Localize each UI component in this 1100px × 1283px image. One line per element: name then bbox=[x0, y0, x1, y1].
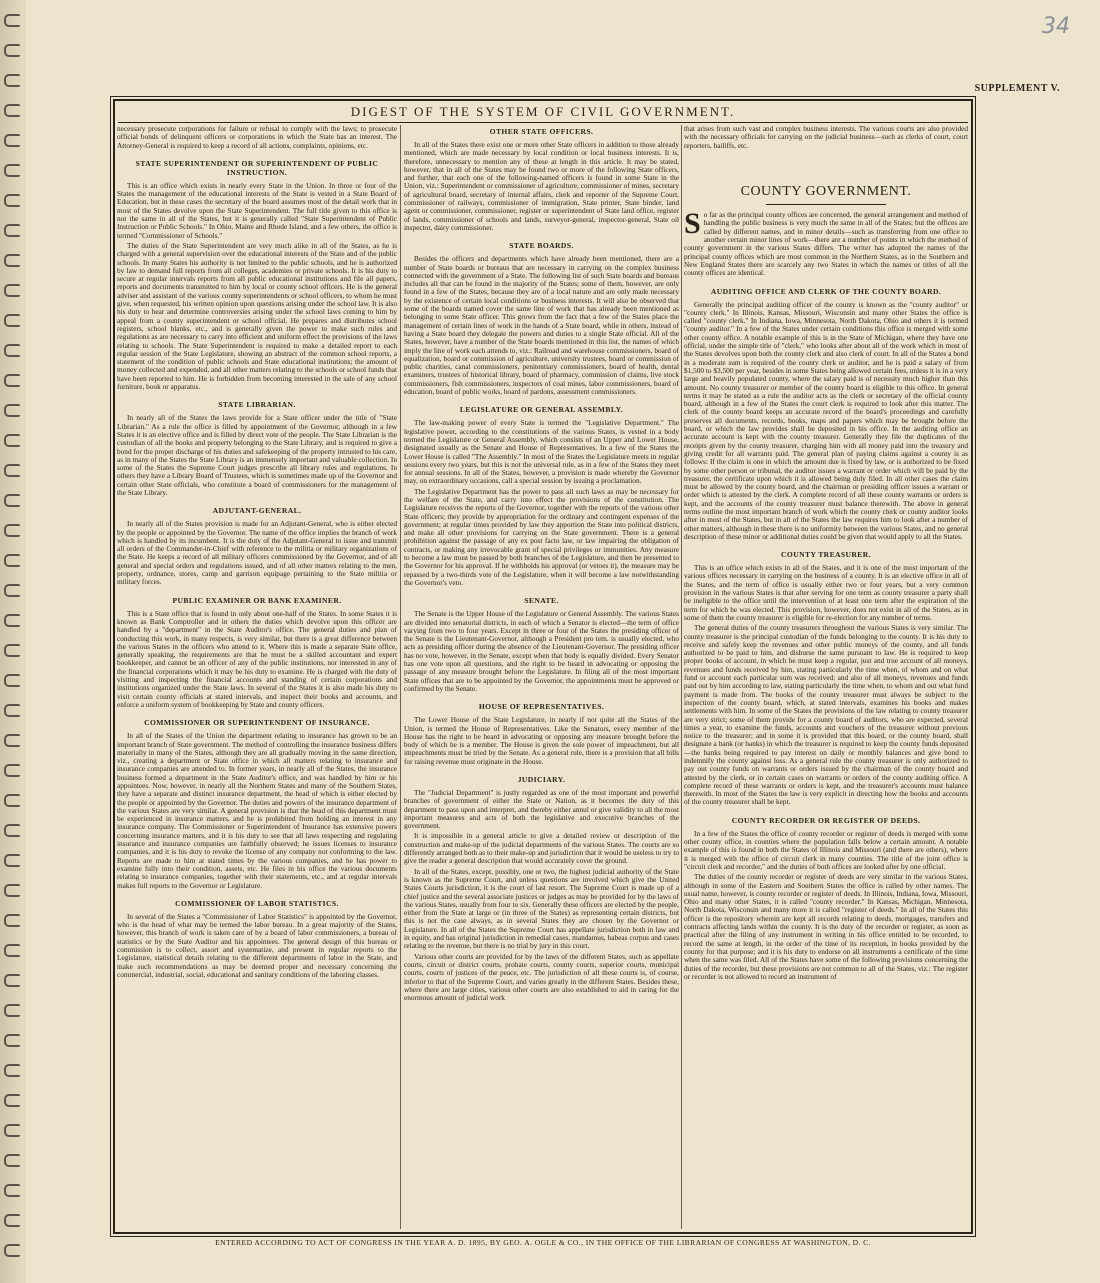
binding-ring bbox=[4, 974, 20, 987]
paragraph: In several of the States a "Commissioner of Labor Statistics" is appointed by the Governor, who is the head of what may be termed the labor bureau. In a great majority of the States, however, this branch of work is taken care of by a board of labor commissioners, a bureau of statistics or by the State Auditor and his appointees. The general design of this bureau or commission is to collect, assort and systematize, and present in regular reports to the Legislature, statistical details relating to the different departments of labor in the State, and make such recommendations as may be deemed proper and necessary concerning the commercial, industrial, social, educational and sanitary conditions of the laboring classes. bbox=[117, 911, 397, 979]
binding-ring bbox=[4, 614, 20, 627]
paragraph: The Legislative Department has the power to pass all such laws as may be necessary for the welfare of the State, and carry into effect the provisions of the constitution. The Legislature receives the reports of the Governor, together with the reports of the various other State officers; they provide by appropriation for the ordinary and contingent expenses of the government; at regular times provided by law they apportion the State into political districts, and make all other provisions for carrying on the State government. There is a general prohibition against the passage of any ex post facto law, or law impairing the obligation of contracts, or making any irrevocable grant of special privileges or immunities. Any measure to become a law must be passed by both branches of the Legislature, and then be presented to the Governor for his approval. If he withholds his approval (or vetoes it), the measure may be repassed by a two-thirds vote of the Legislature, when it will become a law notwithstanding the Governor's veto. bbox=[404, 486, 679, 587]
paragraph: Various other courts are provided for by the laws of the different States, such as appellate courts, circuit or district courts, probate courts, county courts, superior courts, municipal courts, courts of justices of the peace, etc. The jurisdiction of all these courts is, of course, inferior to that of the Supreme Court, and varies greatly in the different States. Besides these, where there are large cities, various other courts are also established to aid in caring for the enormous amount of judicial work bbox=[404, 951, 679, 1003]
paragraph: This is an office which exists in nearly every State in the Union. In three or four of the States the management of the educational interests of the State is vested in a State Board of Education, but in these cases the secretary of the board assumes most of the detail work that in most of the States devolve upon the State Superintendent. The full title given to this office is not the same in all of the States, but it is generally called "State Superintendent of Public Instruction or Public Schools." In Ohio, Maine and Rhode Island, and a few others, the office is termed "Commissioner of Schools." bbox=[117, 180, 397, 240]
binding-ring bbox=[4, 824, 20, 837]
paragraph: In a few of the States the office of county recorder or register of deeds is merged with some other county office, in counties where the population falls below a certain amount. A notable example of this is found in both the States of Illinois and Missouri (and there are others), where it is merged with the office of circuit clerk in many counties. The title of the joint office is "circuit clerk and recorder," and the duties of both offices are looked after by one official. bbox=[684, 828, 968, 871]
paragraph: that arises from such vast and complex business interests. The various courts are also provided with the necessary officials for carrying on the judicial business—such as clerks of court, court reporters, bailiffs, etc. bbox=[684, 125, 968, 150]
binding-ring bbox=[4, 254, 20, 267]
section-heading: STATE LIBRARIAN. bbox=[218, 400, 296, 410]
binding-ring bbox=[4, 74, 20, 87]
paragraph: Besides the officers and departments which have already been mentioned, there are a number of State boards or bureaus that are necessary in carrying on the complex business connected with the government of a State. The following list of such State boards and bureaus includes all that can be found in the majority of the States; some of them, however, are only found in a few of the States, because they are of a local nature and are only made necessary by the existence of certain local conditions or business interests. It will also be observed that some of the boards named cover the same line of work that has already been mentioned as belonging to some State officer. This grows from the fact that a few of the States place the management of certain lines of work in the hands of a State board, while in others, instead of having a State board they delegate the powers and duties to a single State official. All of the States, however, have a number of the State boards mentioned in this list, the names of which imply the line of work each attends to, viz.: Railroad and warehouse commissioners, board of equalization, board or commission of agriculture, university trustees, board or commission of public charities, canal commissioners, penitentiary commissioners, board of health, dental examiners, trustees of historical library, board of pharmacy, commission of claims, live stock commissioners, fish commissioners, inspectors of coal mines, labor commissioners, board of education, board of public works, board of pardons, assessment commissioners. bbox=[404, 254, 679, 397]
binding-ring bbox=[4, 524, 20, 537]
section-heading: SENATE. bbox=[524, 596, 559, 606]
binding-ring bbox=[4, 314, 20, 327]
binding-ring bbox=[4, 554, 20, 567]
binding-ring bbox=[4, 644, 20, 657]
page-title: DIGEST OF THE SYSTEM OF CIVIL GOVERNMENT. bbox=[350, 104, 736, 119]
column-divider bbox=[400, 125, 401, 1229]
binding-ring bbox=[4, 1124, 20, 1137]
column-2 bbox=[404, 125, 679, 1229]
column-1 bbox=[117, 125, 397, 1229]
binding-ring bbox=[4, 224, 20, 237]
binding-ring bbox=[4, 704, 20, 717]
binding-ring bbox=[4, 494, 20, 507]
section-heading: AUDITING OFFICE AND CLERK OF THE COUNTY BOARD. bbox=[710, 286, 942, 296]
binding-ring bbox=[4, 134, 20, 147]
section-heading: STATE SUPERINTENDENT OR SUPERINTENDENT OF PUBLIC INSTRUCTION. bbox=[135, 158, 379, 177]
binding-ring bbox=[4, 794, 20, 807]
paragraph: In nearly all of the States the laws provide for a State officer under the title of "State Librarian." As a rule the office is filled by appointment of the Governor, although in a few States it is an elective office and is filled by direct vote of the people. The State Librarian is the custodian of all the books and property belonging to the State Library, and is required to give a bond for the proper discharge of his duties and safekeeping of the property intrusted to his care, as in many of the States the State Library is an immensely important and valuable collection. In some of the States the Supreme Court judges prescribe all library rules and regulations. In others they have a Library Board of Trustees, which is sometimes made up of the Governor and certain other State officials, who constitute a board of commissioners for the management of the State Library. bbox=[117, 413, 397, 497]
paragraph: In all of the States there exist one or more other State officers in addition to those already mentioned, which are made necessary by local condition or local business interests. It is, therefore, unnecessary to mention any of these at length in this article. It may be stated, however, that in all of the States may be found two or more of the following State officers, and further, that each one of the following-named officers is found in some State in the Union, viz.: Superintendent or commissioner of agriculture, commissioner of mines, secretary of agricultural board, secretary of internal affairs, clerk and reporter of the Supreme Court, commissioner of railways, commissioner of immigration, State printer, State binder, land agent or commissioner, commissioner, register or superintendent of State land office, register of lands, commissioner of schools and lands, surveyor-general, inspector-general, State oil inspector, dairy commissioner. bbox=[404, 140, 679, 232]
binding-ring bbox=[4, 44, 20, 57]
binding-ring bbox=[4, 1064, 20, 1077]
paragraph: In all of the States of the Union the department relating to insurance has grown to be an important branch of State government. The method of controlling the insurance business differs materially in many of the States, although they are all gradually moving in the same direction, viz., creating a department or State office in which all matters relating to insurance and insurance companies are attended to. In former years, in nearly all of the States, the insurance business formed a department in the State Auditor's office, and was handled by him or his appointees. Now, however, in nearly all the Northern States and many of the Southern States, they have a separate and distinct insurance department, the head of which is either elected by the people or appointed by the Governor. The duties and powers of the insurance department of the various States are very similar. A general provision is that the head of this department must be experienced in insurance matters, and he is prohibited from holding an interest in any insurance company. The Commissioner or Superintendent of Insurance has extensive powers concerning insurance matters, and it is his duty to see that all laws respecting and regulating insurance and insurance companies are faithfully observed; he issues licenses to insurance companies, and it is his duty to revoke the license of any company not conforming to the law. Reports are made to him at stated times by the various companies, and he has power to examine fully into their condition, assets, etc. He files in his office the various documents relating to insurance companies, together with their statements, etc., and at regular intervals makes full reports to the Governor or Legislature. bbox=[117, 731, 397, 890]
paragraph: The general duties of the county treasurers throughout the various States is very similar. The county treasurer is the principal custodian of the funds belonging to the county. It is his duty to receive and safely keep the revenues and other public moneys of the county, and all funds authorized to be paid to him, and disburse the same pursuant to law. He is required to keep proper books of account, in which he must keep a regular, just and true account of all moneys, revenues and funds received by him, stating particularly the time when, of whom and on what fund or account each particular sum was received; and also of all moneys, revenues and funds paid out by him according to law, stating particularly the time when, to whom and out what fund payment is made from. The books of the county treasurer must always be subject to the inspection of the county board, which, at stated intervals, examines his books and makes settlements with him. In some of the States the provisions of the law relating to county treasurer are very strict; some of them provide for a county board of auditors, who are expected, several times a year, to examine the funds, accounts and vouchers of the treasurer without previous notice to the treasurer; and in some it is provided that this board, or the county board, shall designate a bank (or banks) in which the treasurer is required to keep the county funds deposited—the banks being required to pay interest on daily or monthly balances and give bond to indemnify the county against loss. As a general rule the county treasurer is only authorized to pay out county funds on warrants or orders issued by the chairman of the county board and attested by the clerk, or in certain cases on warrants or orders of the county auditing office. A complete record of these warrants or orders is kept, and the treasurer's accounts must balance therewith. In most of the States the law is very explicit in directing how the books and accounts of the county treasurer shall be kept. bbox=[684, 623, 968, 807]
supplement-label: SUPPLEMENT V. bbox=[974, 83, 1060, 94]
binding-ring bbox=[4, 764, 20, 777]
section-heading: HOUSE OF REPRESENTATIVES. bbox=[478, 702, 605, 712]
page-number: 34 bbox=[1042, 14, 1070, 39]
column-3 bbox=[684, 125, 968, 1229]
paragraph: In all of the States, except, possibly, one or two, the highest judicial authority of the State is known as the Supreme Court, and unless questions are involved which give the United States Courts jurisdiction, it is the court of last resort. The Supreme Court is made up of a chief justice and the several associate justices or judges as may be provided for by the laws of the various States, usually from four to six. Generally these officers are elected by the people, either from the State at large or (in three of the States) as representing certain districts, but this is not the case always, as in several States they are chosen by the Governor or Legislature. In all of the States the Supreme Court has appellate jurisdiction both in law and in equity, and has original jurisdiction in remedial cases, mandamus, habeas corpus and cases relating to the revenue, but there is no trial by jury in this court. bbox=[404, 866, 679, 951]
paragraph: The Senate is the Upper House of the Legislature or General Assembly. The various States are divided into senatorial districts, in each of which a Senator is elected—the term of office varying from two to four years. Except in three or four of the States the presiding officer of the Senate is the Lieutenant-Governor, although a President pro tem. is usually elected, who acts as presiding officer during the absence of the Lieutenant-Governor. The presiding officer has no vote, however, in the Senate, except when that body is equally divided. Every Senator has one vote upon all questions, and the right to be heard in advocating or opposing the passage of any measure brought before the Legislature. In filing all of the most important State offices that are to be appointed by the Governor, the appointments must be approved or confirmed by the Senate. bbox=[404, 609, 679, 693]
section-heading: COUNTY RECORDER OR REGISTER OF DEEDS. bbox=[731, 815, 921, 825]
section-heading: PUBLIC EXAMINER OR BANK EXAMINER. bbox=[172, 595, 342, 605]
paragraph: The duties of the State Superintendent are very much alike in all of the States, as he is charged with a general supervision over the educational interests of the State and of the public schools. In many States his authority is not limited to the public schools, and he is authorized by law to demand full reports from all colleges, academies or private schools. It is his duty to secure at regular intervals reports from all public educational institutions and file all papers, reports and documents transmitted to him by local or county school officers. He is the general adviser and assistant of the various county superintendents or school officers, to whom he must give, when requested, his written opinion upon questions arising under the school law. It is also his duty to hear and determine controversies arising under the school laws coming to him by appeal from a county superintendent or school official. He prepares and distributes school registers, school blanks, etc., and is generally given the power to make such rules and regulations as are necessary to carry into efficient and uniform effect the provisions of the laws relating to schools. The State Superintendent is required to make a detailed report to each regular session of the State Legislature, showing an abstract of the common school reports, a statement of the condition of public schools and State educational institutions; the amount of money collected and expended, and all other matters relating to the schools or school funds that have been reported to him. He is forbidden from becoming interested in the sale of any school furniture, book or apparatus. bbox=[117, 240, 397, 392]
paragraph-text: o far as the principal county offices are concerned, the general arrangement and method of handling the public business is very much the same in all of the States; but the offices are called by different names, and in minor details—such as transferring from one office to another certain minor lines of work—there are a number of points in which the method of county government in the various States differs. The writer has adopted the names of the principal county offices which are most common in the Northern States, as in the Southern and New England States there are scarcely any two States in which the names or titles of all the county offices are identical. bbox=[684, 210, 968, 278]
section-heading: COMMISSIONER OF LABOR STATISTICS. bbox=[175, 898, 339, 908]
county-government-title: COUNTY GOVERNMENT. bbox=[740, 183, 912, 199]
binding-ring bbox=[4, 884, 20, 897]
binding-ring bbox=[4, 734, 20, 747]
binding-ring bbox=[4, 434, 20, 447]
section-heading: ADJUTANT-GENERAL. bbox=[212, 506, 302, 516]
section-heading: COMMISSIONER OR SUPERINTENDENT OF INSURANCE. bbox=[144, 718, 370, 728]
binding-ring bbox=[4, 374, 20, 387]
binding-ring bbox=[4, 194, 20, 207]
binding-ring bbox=[4, 284, 20, 297]
column-divider bbox=[681, 125, 682, 1229]
binding-ring bbox=[4, 1004, 20, 1017]
binding-ring bbox=[4, 104, 20, 117]
paragraph: The "Judicial Department" is justly regarded as one of the most important and powerful branches of government of either the State or Nation, as it becomes the duty of this department to pass upon and interpret, and thereby either annul or give validity to all the most important measures and acts of both the legislative and executive branches of the government. bbox=[404, 788, 679, 831]
paragraph: The Lower House of the State Legislature, in nearly if not quite all the States of the Union, is termed the House of Representatives. Like the Senators, every member of the House has the right to be heard in advocating or opposing any measure brought before the body of which he is a member. The House is given the sole power of impeachment, but all impeachments must be tried by the Senate. As a general rule, there is a provision that all bills for raising revenue must originate in the House. bbox=[404, 715, 679, 766]
binding-ring bbox=[4, 854, 20, 867]
paragraph: Generally the principal auditing officer of the county is known as the "county auditor" or "county clerk." In Illinois, Kansas, Missouri, Wisconsin and many other States the office is called "county clerk." In Indiana, Iowa, Minnesota, North Dakota, Ohio and others it is termed "county auditor." In a few of the States under certain conditions this office is merged with some other county office. A notable example of this is in the State of Michigan, where they have one official, under the simple title of "clerk," who looks after about all of the work which in most of the States devolves upon both the county clerk and also clerk of court. In all of the States a bond in a moderate sum is required of the county clerk or auditor, and he is paid a salary of from $1,500 to $3,500 per year, besides in some States being allowed certain fees, unless it is in a very large and heavily populated county, where the salary paid is of necessity much higher than this amount. No county treasurer or member of the county board is eligible to this office. In general terms it may be stated as a rule the auditor acts as the clerk or secretary of the official county board, although in a few of the States the court clerk is required to look after this matter. The clerk of the county board keeps an accurate record of the board's proceedings and carefully preserves all documents, records, books, maps and papers which may be brought before the board, or which the law provides shall be deposited in his office. In the auditing office an accurate account is kept with the county treasurer. Generally they file the duplicates of the receipts given by the county treasurer, charging him with all money paid into the treasury and giving credit for all warrants paid. The general plan of paying claims against a county is as follows: If the claim is one in which the amount due is fixed by law, or is authorized to be fixed by some other person or tribunal, the auditor issues a warrant or order which will be paid by the treasurer, the certificate upon which it is allowed being duly filed. In all other cases the claim must be allowed by the county board, and the chairman or presiding officer issues a warrant or order which is attested by the clerk. A complete record of all these county warrants or orders is kept, and the accounts of the county treasurer must balance therewith. The above in general terms outline the most important branch of work which the county clerk or county auditor looks after in most of the States, but in all of the States the law requires him to look after a number of other matters, although in these there is no uniformity between the various States, and no general description of these minor or additional duties could be given that would apply to all the States. bbox=[684, 299, 968, 541]
binding-ring bbox=[4, 404, 20, 417]
paragraph bbox=[684, 207, 968, 278]
paragraph: The duties of the county recorder or register of deeds are very similar in the various States, although in some of the Eastern and Southern States the office is called by other names. The usual name, however, is county recorder or register of deeds. In Illinois, Indiana, Iowa, Missouri, Ohio and many other States, it is called "county recorder." In Kansas, Michigan, Minnesota, North Dakota, Wisconsin and many more it is called "register of deeds." In all of the States this officer is the repository wherein are kept all records relating to deeds, mortgages, transfers and contracts affecting lands within the county. It is the duty of the recorder or register, as soon as practical after the filing of any instrument in writing in his office entitled to be recorded, to record the same at length, in the order of the time of its reception, in books provided by the county for that purpose; and it is his duty to endorse on all instruments a certificate of the time when the same was filed. All of the States have some of the following provisions concerning the duties of the recorder, but these provisions are not common to all of the States, viz.: The register or recorder is not allowed to record an instrument of bbox=[684, 872, 968, 981]
binding-ring bbox=[4, 1214, 20, 1227]
binding-ring bbox=[4, 14, 20, 27]
copyright-footer: ENTERED ACCORDING TO ACT OF CONGRESS IN THE YEAR A. D. 1895, BY GEO. A. OGLE & CO., IN THE OFFICE OF THE LIBRARIAN OF CONGRESS AT WASHINGTON, D. C. bbox=[215, 1238, 871, 1247]
section-heading: STATE BOARDS. bbox=[509, 241, 574, 251]
paragraph: The law-making power of every State is termed the "Legislative Department." The legislative power, according to the constitutions of the various States, is vested in a body termed the Legislature or General Assembly, which consists of an Upper and Lower House, designated usually as the Senate and House of Representatives. In a few of the States the Lower House is called "The Assembly." In most of the States the Legislature meets in regular sessions every two years, but this is not the universal rule, as in a few of the States they meet for annual sessions. In all of the States, however, a provision is made whereby the Governor may, on extraordinary occasions, call a special session by issuing a proclamation. bbox=[404, 418, 679, 486]
binding-ring bbox=[4, 464, 20, 477]
paragraph: necessary prosecute corporations for failure or refusal to comply with the laws; to prosecute official bonds of delinquent officers or corporations in which the State has an interest. The Attorney-General is required to keep a record of all actions, complaints, opinions, etc. bbox=[117, 125, 397, 150]
binding-edge bbox=[0, 0, 26, 1283]
title-rule bbox=[118, 122, 968, 123]
binding-ring bbox=[4, 1154, 20, 1167]
paragraph: This is an office which exists in all of the States, and it is one of the most important of the various offices necessary in carrying on the business of a county. It is an elective office in all of the States, and the term of office is usually either two or four years, but a very common provision in the various States is that after serving for one term as county treasurer a party shall be ineligible to the office until the intervention of at least one term after the expiration of the term for which he was elected. This provision, however, does not exist in all of the States, as in some of them the county treasurer is eligible for re-election for any number of terms. bbox=[684, 563, 968, 622]
title-underline bbox=[766, 204, 886, 205]
binding-ring bbox=[4, 944, 20, 957]
binding-ring bbox=[4, 1184, 20, 1197]
binding-ring bbox=[4, 1094, 20, 1107]
binding-ring bbox=[4, 1244, 20, 1257]
paragraph: It is impossible in a general article to give a detailed review or description of the construction and make-up of the judicial departments of the various States. The courts are so differently arranged both as to their make-up and jurisdiction that it would be useless to try to give the reader a general description that would accurately cover the ground. bbox=[404, 831, 679, 866]
binding-ring bbox=[4, 164, 20, 177]
binding-ring bbox=[4, 584, 20, 597]
binding-ring bbox=[4, 914, 20, 927]
binding-ring bbox=[4, 344, 20, 357]
section-heading: LEGISLATURE OR GENERAL ASSEMBLY. bbox=[459, 405, 624, 415]
binding-ring bbox=[4, 1034, 20, 1047]
section-heading: COUNTY TREASURER. bbox=[781, 550, 871, 560]
paragraph: In nearly all of the States provision is made for an Adjutant-General, who is either elected by the people or appointed by the Governor. The name of the office implies the branch of work which is handled by its incumbent. It is the duty of the Adjutant-General to issue and transmit all orders of the Commander-in-Chief with reference to the militia or military organizations of the State. He keeps a record of all military officers commissioned by the Governor, and of all general and special orders and regulations issued, and of all other matters relating to the men, property, ordnance, stores, camp and garrison equipage pertaining to the State militia or military forces. bbox=[117, 519, 397, 587]
section-heading: OTHER STATE OFFICERS. bbox=[489, 127, 594, 136]
section-heading: JUDICIARY. bbox=[517, 775, 566, 784]
paragraph: This is a State office that is found in only about one-half of the States. In some States it is known as Bank Comptroller and in others the duties which devolve upon this officer are handled by a "department" in the State Auditor's office. The general duties and plan of conducting this work, in many respects, is very similar, but there is a great difference between the various States in the officers who attend to it. Where this is made a separate State office, generally speaking, the requirements are that he must be a skilled accountant and expert bookkeeper, and cannot be an officer of any of the public institutions, nor interested in any of the financial corporations which it may be his duty to examine. He is charged with the duty of visiting and inspecting the financial accounts and standing of certain corporations and institutions organized under the State laws. In several of the States it is also made his duty to visit certain county officials at stated intervals, and inspect their books and accounts, and enforce a uniform system of bookkeeping by State and county officers. bbox=[117, 608, 397, 709]
drop-cap: S bbox=[684, 207, 701, 241]
binding-ring bbox=[4, 674, 20, 687]
